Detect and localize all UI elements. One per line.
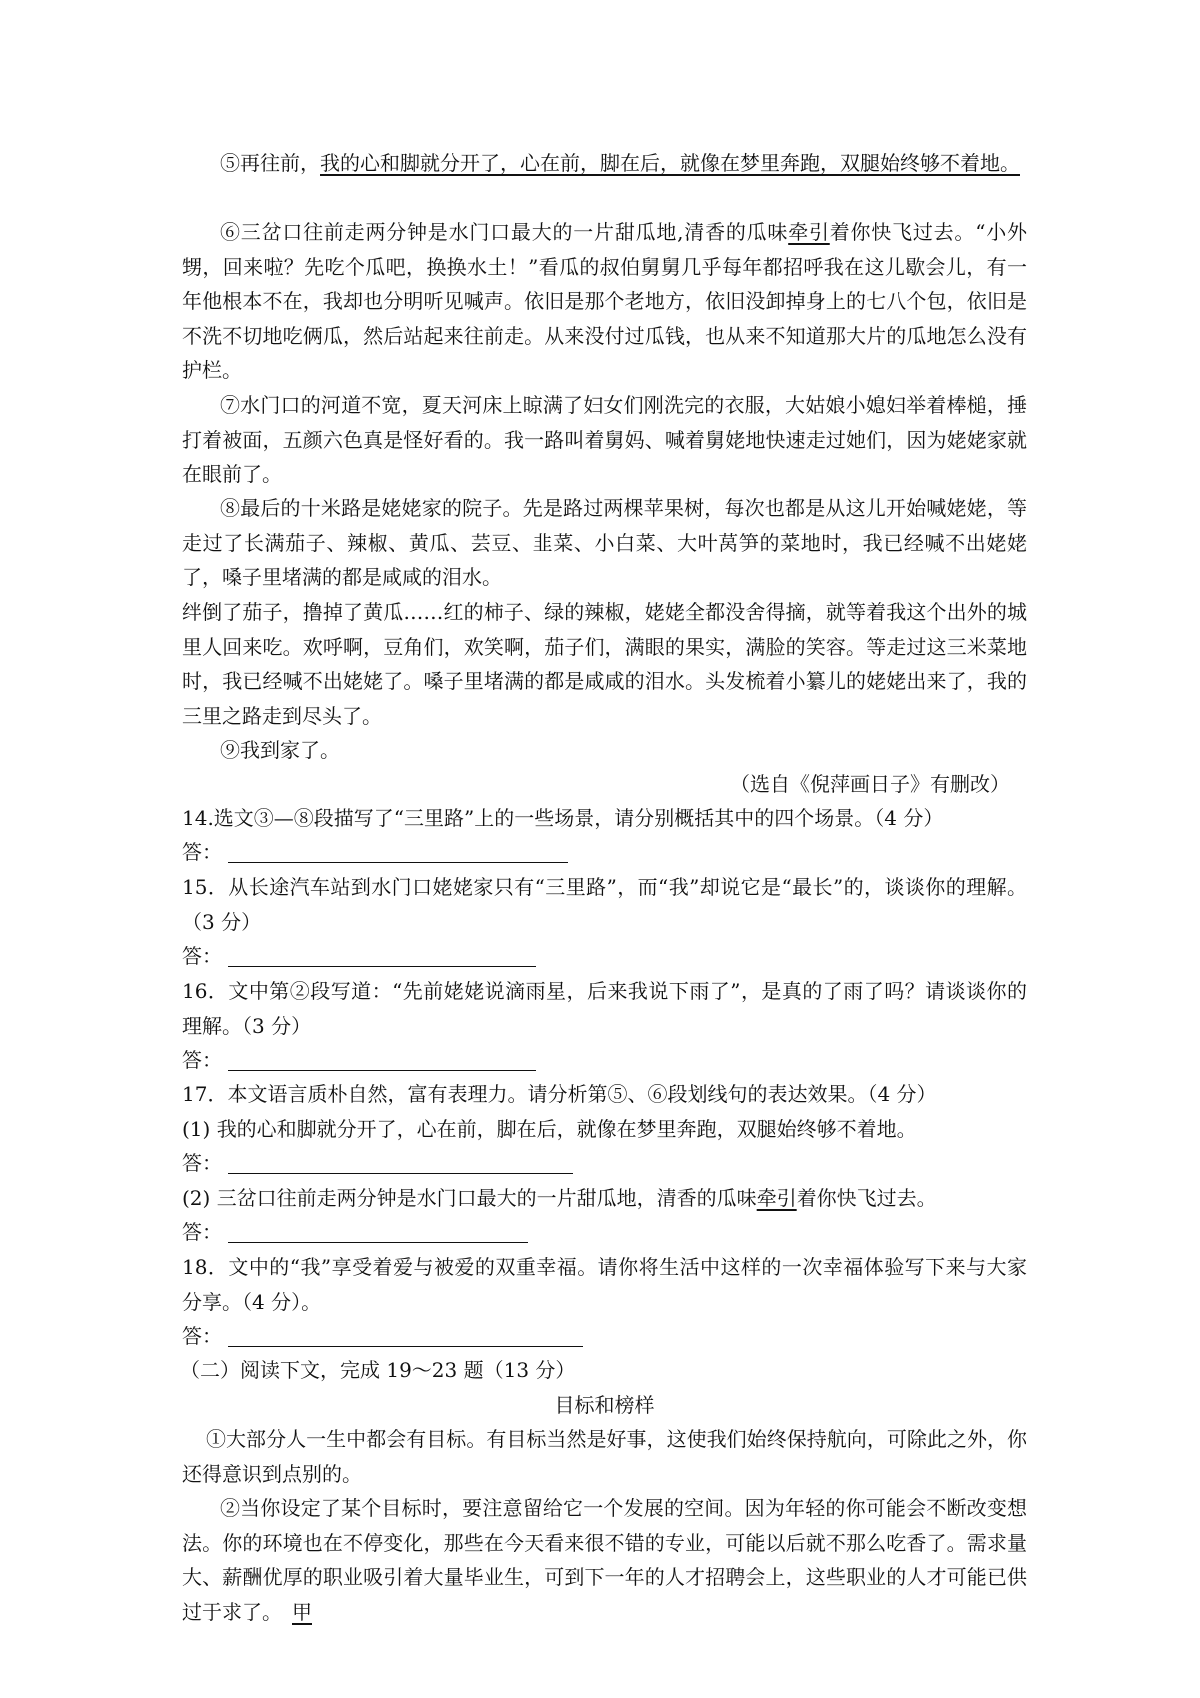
- answer-line-15: [182, 939, 1027, 974]
- answer-line-17-2: [182, 1215, 1027, 1250]
- question-17-item-2: [182, 1181, 1027, 1216]
- paragraph-7: ⑦水门口的河道不宽，夏天河床上晾满了妇女们刚洗完的衣服，大姑娘小媳妇举着棒槌，捶打着被面，五颜六色真是怪好看的。我一路叫着舅妈、喊着舅姥地快速走过她们，因为姥姥家就在眼前了。: [182, 393, 1027, 486]
- answer-blank-17-1[interactable]: [228, 1151, 573, 1174]
- article-paragraph-2: [182, 1491, 1027, 1629]
- paragraph-8: ⑧最后的十米路是姥姥家的院子。先是路过两棵苹果树，每次也都是从这儿开始喊姥姥，等走过了长满茄子、辣椒、黄瓜、芸豆、韭菜、小白菜、大叶莴笋的菜地时，我已经喊不出姥姥了，嗓子里堵满的都是咸咸的泪水。: [182, 496, 1027, 589]
- paragraph-8-continuation: 绊倒了茄子，撸掉了黄瓜……红的柿子、绿的辣椒，姥姥全都没舍得摘，就等着我这个出外的城里人回来吃。欢呼啊，豆角们，欢笑啊，茄子们，满眼的果实，满脸的笑容。等走过这三米菜地时，我已经喊不出姥姥了。嗓子里堵满的都是咸咸的泪水。头发梳着小纂儿的姥姥出来了，我的三里之路走到尽头了。: [182, 600, 1027, 728]
- underlined-sentence-5: 我的心和脚就分开了，心在前，脚在后，就像在梦里奔跑，双腿始终够不着地。: [320, 151, 1020, 175]
- article-title: 目标和榜样: [554, 1393, 655, 1417]
- paragraph-9: ⑨我到家了。: [220, 738, 340, 762]
- paragraph-5: [182, 146, 1027, 181]
- question-14: 14.选文③—⑧段描写了“三里路”上的一些场景，请分别概括其中的四个场景。（4 分）: [182, 806, 944, 830]
- article-paragraph-1: ①大部分人一生中都会有目标。有目标当然是好事，这使我们始终保持航向，可除此之外，你还得意识到点别的。: [182, 1427, 1027, 1486]
- blank-jia: 甲: [292, 1599, 312, 1624]
- answer-label: 答：: [182, 840, 222, 864]
- source-citation: （选自《倪萍画日子》有删改）: [730, 772, 1010, 796]
- answer-label: 答：: [182, 1220, 222, 1244]
- question-17: 17．本文语言质朴自然，富有表理力。请分析第⑤、⑥段划线句的表达效果。（4 分）: [182, 1082, 937, 1106]
- answer-line-14: [182, 835, 1027, 870]
- answer-blank-15[interactable]: [228, 944, 536, 967]
- answer-label: 答：: [182, 944, 222, 968]
- article-paragraph-2-text: ②当你设定了某个目标时，要注意留给它一个发展的空间。因为年轻的你可能会不断改变想法。你的环境也在不停变化，那些在今天看来很不错的专业，可能以后就不那么吃香了。需求量大、薪酬优厚的职业吸引着大量毕业生，可到下一年的人才招聘会上，这些职业的人才可能已供过于求了。: [182, 1496, 1027, 1624]
- answer-blank-16[interactable]: [228, 1048, 536, 1071]
- paragraph-6: [182, 215, 1027, 388]
- answer-blank-17-2[interactable]: [228, 1220, 528, 1243]
- question-17-item-1: (1) 我的心和脚就分开了，心在前，脚在后，就像在梦里奔跑，双腿始终够不着地。: [182, 1117, 917, 1141]
- underlined-word-qianyin-2: 牵引: [756, 1186, 797, 1210]
- question-17-item-2-rest: 着你快飞过去。: [796, 1186, 937, 1210]
- question-16: 16．文中第②段写道：“先前姥姥说滴雨星，后来我说下雨了”，是真的了雨了吗？请谈谈你的理解。（3 分）: [182, 979, 1027, 1038]
- answer-label: 答：: [182, 1151, 222, 1175]
- answer-line-17-1: [182, 1146, 1027, 1181]
- question-17-item-2-lead: (2) 三岔口往前走两分钟是水门口最大的一片甜瓜地，清香的瓜味: [182, 1186, 757, 1210]
- answer-line-18: [182, 1319, 1027, 1354]
- paragraph-6-rest: 着你快飞过去。“小外甥，回来啦？先吃个瓜吧，换换水土！”看瓜的叔伯舅舅几乎每年都招呼我在这儿歇会儿，有一年他根本不在，我却也分明听见喊声。依旧是那个老地方，依旧没卸掉身上的七八个包，依旧是不洗不切地吃俩瓜，然后站起来往前走。从来没付过瓜钱，也从来不知道那大片的瓜地怎么没有护栏。: [182, 220, 1027, 382]
- answer-label: 答：: [182, 1324, 222, 1348]
- answer-line-16: [182, 1043, 1027, 1078]
- answer-label: 答：: [182, 1048, 222, 1072]
- section-2-heading: （二）阅读下文，完成 19～23 题（13 分）: [180, 1358, 576, 1382]
- question-15: 15．从长途汽车站到水门口姥姥家只有“三里路”，而“我”却说它是“最长”的，谈谈你的理解。（3 分）: [182, 875, 1027, 934]
- answer-blank-14[interactable]: [228, 840, 568, 863]
- paragraph-5-lead: ⑤再往前，: [220, 151, 320, 175]
- underlined-word-qianyin: 牵引: [788, 220, 830, 244]
- answer-blank-18[interactable]: [228, 1324, 583, 1347]
- paragraph-6-lead: ⑥三岔口往前走两分钟是水门口最大的一片甜瓜地,清香的瓜味: [220, 220, 789, 244]
- question-18: 18．文中的“我”享受着爱与被爱的双重幸福。请你将生活中这样的一次幸福体验写下来与大家分享。（4 分）。: [182, 1255, 1027, 1314]
